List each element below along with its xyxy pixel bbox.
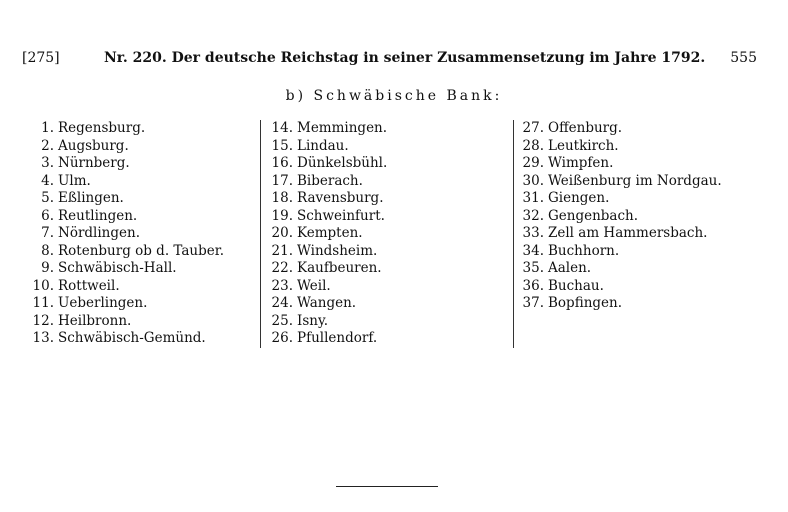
city-column-3: [512, 120, 766, 348]
city-name: Eßlingen.: [58, 190, 124, 206]
item-number: 28.: [522, 137, 544, 154]
city-name: Rottweil.: [58, 277, 120, 294]
city-name: Schweinfurt.: [297, 207, 385, 224]
list-item: [265, 190, 513, 208]
item-number: 24.: [271, 295, 293, 311]
item-number: 32.: [522, 207, 544, 224]
list-item: [265, 155, 513, 173]
item-number: 29.: [522, 155, 544, 171]
city-name: Weil.: [297, 277, 331, 294]
item-number: 9.: [41, 260, 54, 276]
item-number: 6.: [41, 207, 54, 224]
city-name: Regensburg.: [58, 120, 146, 136]
city-name: Gengenbach.: [548, 207, 639, 224]
list-item: [26, 138, 252, 156]
item-number: 36.: [522, 277, 544, 294]
item-number: 13.: [32, 330, 54, 346]
city-name: Nürnberg.: [58, 155, 130, 171]
item-number: 37.: [522, 295, 544, 311]
item-number: 18.: [271, 190, 293, 206]
city-name: Weißenburg im Nordgau.: [548, 172, 722, 189]
city-name: Bopfingen.: [548, 295, 623, 311]
city-name: Isny.: [297, 312, 329, 329]
item-number: 23.: [271, 277, 293, 294]
page-number: 555: [730, 50, 757, 66]
city-name: Windsheim.: [297, 242, 378, 259]
list-item: [516, 225, 766, 243]
list-item: [265, 313, 513, 331]
list-item: [26, 330, 252, 348]
list-item: [516, 120, 766, 138]
city-name: Lindau.: [297, 137, 349, 154]
list-item: [265, 138, 513, 156]
document-title: Nr. 220. Der deutsche Reichstag in seiner Zusammensetzung im Jahre 1792.: [104, 50, 706, 66]
list-item: [516, 155, 766, 173]
city-name: Memmingen.: [297, 120, 388, 136]
list-item: [265, 243, 513, 261]
list-item: [516, 208, 766, 226]
list-item: [265, 260, 513, 278]
city-name: Wimpfen.: [548, 155, 614, 171]
city-name: Offenburg.: [548, 120, 623, 136]
item-number: 26.: [271, 330, 293, 346]
list-item: [265, 173, 513, 191]
page-reference: [275]: [22, 50, 60, 66]
city-name: Giengen.: [548, 190, 610, 206]
city-name: Dünkelsbühl.: [297, 155, 388, 171]
list-item: [516, 278, 766, 296]
city-name: Aalen.: [548, 260, 592, 276]
city-name: Ravensburg.: [297, 190, 384, 206]
list-item: [265, 208, 513, 226]
item-number: 22.: [271, 260, 293, 276]
item-number: 21.: [271, 242, 293, 259]
list-item: [265, 295, 513, 313]
list-item: [26, 295, 252, 313]
item-number: 7.: [41, 225, 54, 241]
city-name: Leutkirch.: [548, 137, 619, 154]
list-item: [516, 295, 766, 313]
city-name: Pfullendorf.: [297, 330, 378, 346]
list-item: [26, 260, 252, 278]
city-name: Schwäbisch-Hall.: [58, 260, 177, 276]
item-number: 33.: [522, 225, 544, 241]
city-name: Reutlingen.: [58, 207, 138, 224]
item-number: 12.: [32, 312, 54, 329]
city-name: Buchhorn.: [548, 242, 620, 259]
list-item: [26, 190, 252, 208]
item-number: 34.: [522, 242, 544, 259]
item-number: 27.: [522, 120, 544, 136]
city-name: Buchau.: [548, 277, 604, 294]
page-header: [22, 50, 757, 72]
city-name: Biberach.: [297, 172, 363, 189]
city-column-1: [26, 120, 252, 348]
list-item: [265, 120, 513, 138]
item-number: 35.: [522, 260, 544, 276]
list-item: [265, 330, 513, 348]
item-number: 20.: [271, 225, 293, 241]
list-item: [516, 260, 766, 278]
list-item: [26, 313, 252, 331]
end-rule: [336, 486, 438, 487]
list-item: [265, 278, 513, 296]
item-number: 31.: [522, 190, 544, 206]
item-number: 5.: [41, 190, 54, 206]
city-name: Augsburg.: [58, 137, 129, 154]
list-item: [26, 278, 252, 296]
list-item: [516, 173, 766, 191]
city-name: Kaufbeuren.: [297, 260, 382, 276]
item-number: 10.: [32, 277, 54, 294]
item-number: 19.: [271, 207, 293, 224]
city-name: Schwäbisch-Gemünd.: [58, 330, 206, 346]
list-item: [265, 225, 513, 243]
item-number: 2.: [41, 137, 54, 154]
list-item: [516, 190, 766, 208]
city-name: Wangen.: [297, 295, 357, 311]
city-column-2: [260, 120, 514, 348]
list-item: [26, 120, 252, 138]
list-item: [26, 155, 252, 173]
item-number: 8.: [41, 242, 54, 259]
item-number: 15.: [271, 137, 293, 154]
item-number: 3.: [41, 155, 54, 171]
item-number: 17.: [271, 172, 293, 189]
item-number: 4.: [41, 172, 54, 189]
city-name: Rotenburg ob d. Tauber.: [58, 242, 225, 259]
city-name: Zell am Hammersbach.: [548, 225, 708, 241]
list-item: [516, 138, 766, 156]
city-name: Heilbronn.: [58, 312, 132, 329]
city-name: Kempten.: [297, 225, 363, 241]
item-number: 1.: [41, 120, 54, 136]
list-item: [516, 243, 766, 261]
city-name: Ulm.: [58, 172, 91, 189]
item-number: 30.: [522, 172, 544, 189]
item-number: 16.: [271, 155, 293, 171]
list-item: [26, 173, 252, 191]
item-number: 14.: [271, 120, 293, 136]
list-item: [26, 243, 252, 261]
list-item: [26, 225, 252, 243]
item-number: 11.: [32, 295, 54, 311]
item-number: 25.: [271, 312, 293, 329]
city-name: Ueberlingen.: [58, 295, 148, 311]
section-heading: b) Schwäbische Bank:: [285, 88, 503, 104]
city-name: Nördlingen.: [58, 225, 140, 241]
list-item: [26, 208, 252, 226]
